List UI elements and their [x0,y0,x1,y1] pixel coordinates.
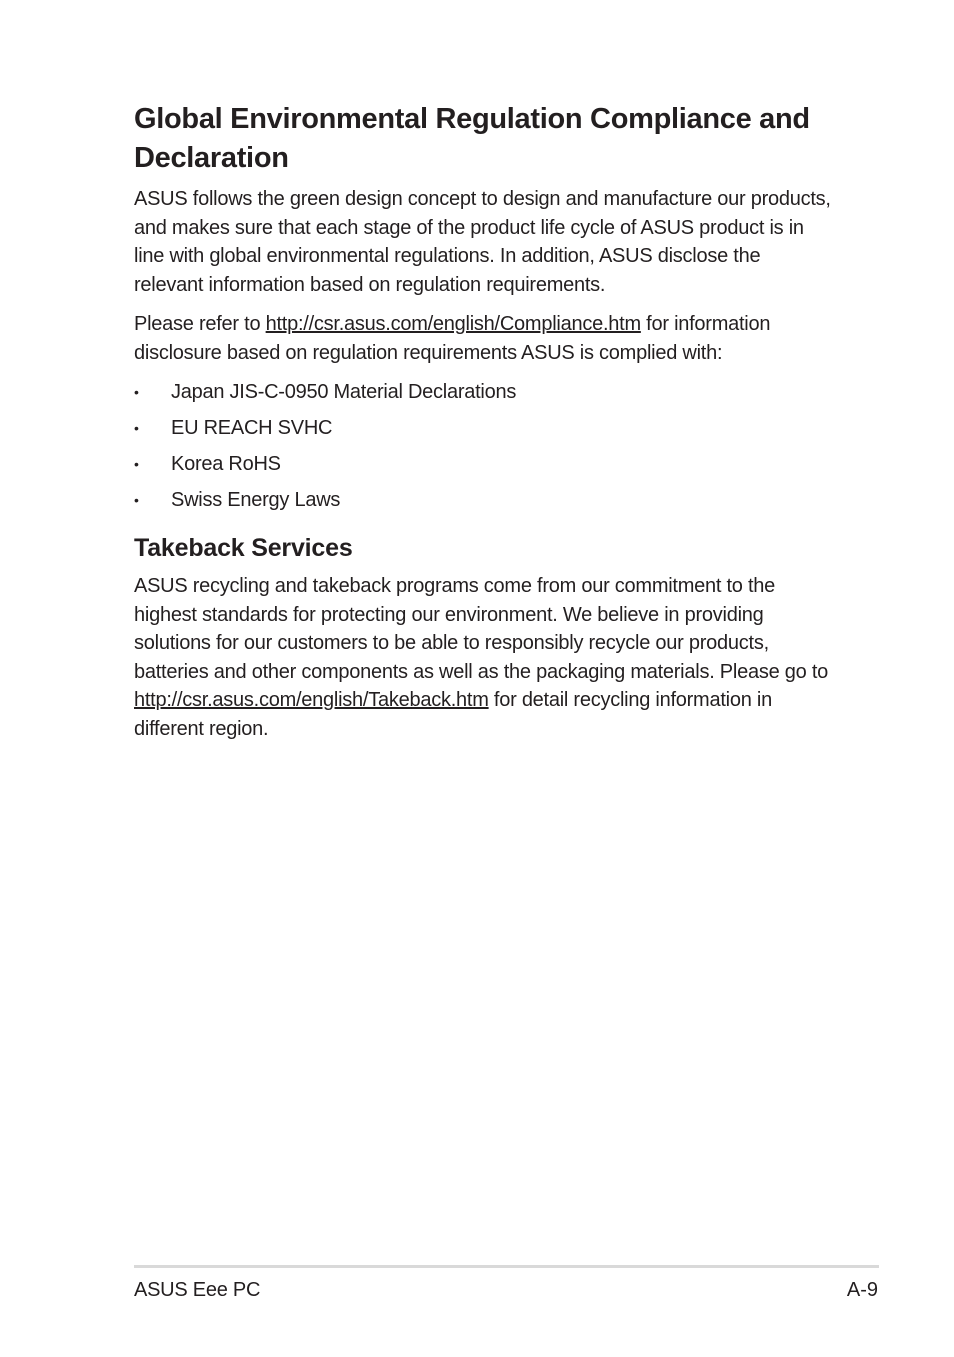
compliance-intro-paragraph: ASUS follows the green design concept to design and manufacture our products, and makes sure that each stage of the product life cycle of ASUS product is in line with global environmental regulations. In addition, ASUS disclose the relevant information based on regulation requirements. [134,188,831,296]
footer-product-name: ASUS Eee PC [134,1279,261,1301]
takeback-text-before: ASUS recycling and takeback programs come from our commitment to the highest standards for protecting our environment. We believe in providing solutions for our customers to be able to responsibly recycle our products, batteries and other components as well as the packaging materials. Please go to [134,575,828,683]
list-item: • Japan JIS-C-0950 Material Declarations [134,378,834,406]
refer-text-after: for information disclosure based on regulation requirements ASUS is complied with: [134,313,771,364]
takeback-paragraph [134,572,834,743]
footer-divider [134,1265,879,1268]
compliance-link[interactable]: http://csr.asus.com/english/Compliance.htm [265,313,641,335]
bullet-icon: • [134,384,139,400]
bullet-icon: • [134,456,139,472]
takeback-text-after: for detail recycling information in different region. [134,689,772,740]
takeback-link[interactable]: http://csr.asus.com/english/Takeback.htm [134,689,489,711]
regulation-list [134,378,834,514]
footer-page-number: A-9 [846,1279,878,1301]
refer-text-before: Please refer to [134,313,266,335]
section-title-compliance: Global Environmental Regulation Compliance and Declaration [134,103,810,174]
bullet-icon: • [134,492,139,508]
bullet-icon: • [134,420,139,436]
section-title-takeback: Takeback Services [134,534,353,562]
list-item: • Swiss Energy Laws [134,486,834,514]
list-item: • Korea RoHS [134,450,834,478]
list-item: • EU REACH SVHC [134,414,834,442]
document-body [134,100,834,754]
compliance-refer-paragraph [134,310,834,367]
